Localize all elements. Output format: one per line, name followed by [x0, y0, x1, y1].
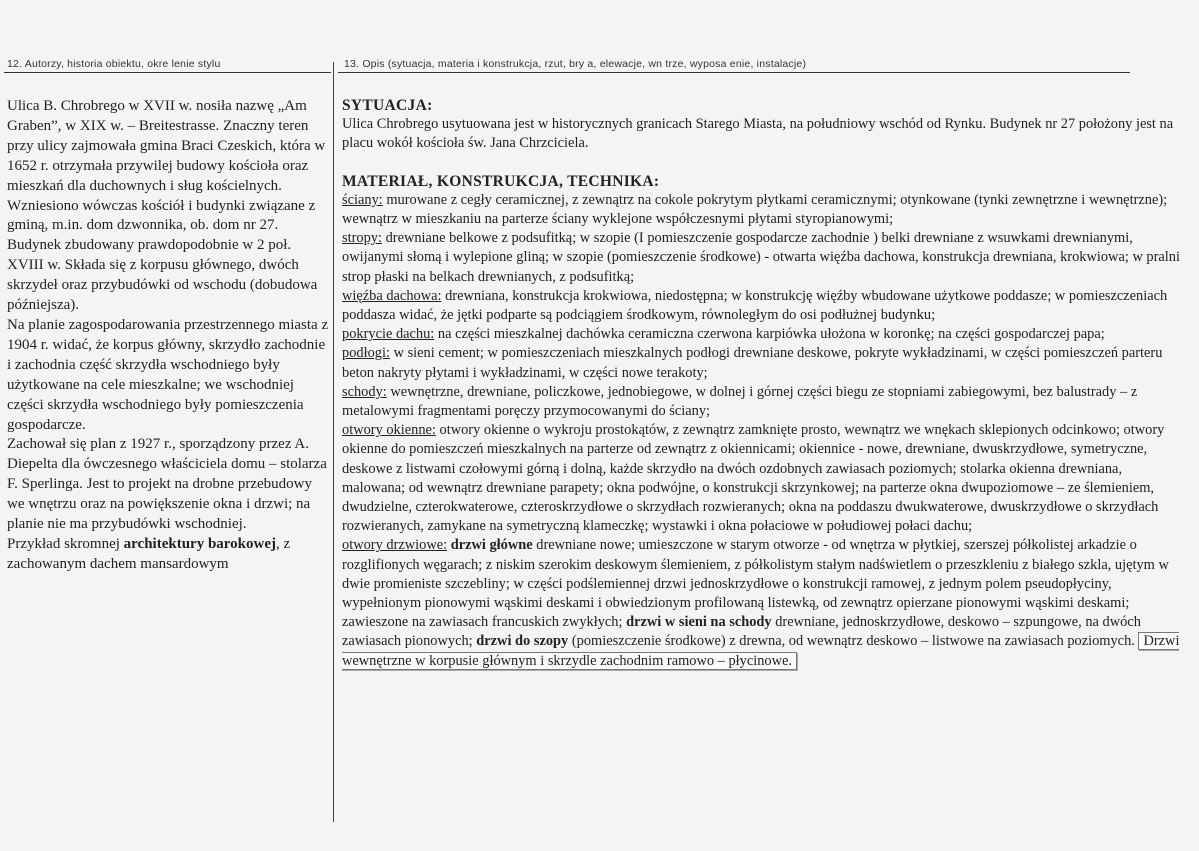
schody-entry	[342, 383, 1180, 421]
history-paragraph-1: Ulica B. Chrobrego w XVII w. nosiła nazwę „Am Graben”, w XIX w. – Breitestrasse. Znaczny teren przy ulicy zajmowała gmina Braci Czeskich, która w 1652 r. otrzymała przywilej budowy kościoła oraz mieszkań dla duchownych i sług kościelnych. Wzniesiono wówczas kościół i budynki związane z gminą, m.in. dom dzwonnika, ob. dom nr 27.	[7, 98, 326, 234]
drzwi-label: otwory drzwiowe:	[342, 537, 448, 554]
podlogi-entry	[342, 344, 1180, 382]
pokrycie-text: na części mieszkalnej dachówka ceramiczna czerwona karpiówka ułożona w koronkę; na części gospodarczej papa;	[434, 326, 1105, 343]
drzwi-bold-3: drzwi do szopy	[476, 633, 569, 650]
stropy-entry	[342, 229, 1180, 287]
sciany-entry	[342, 191, 1180, 229]
sytuacja-heading: SYTUACJA:	[342, 97, 433, 114]
wiezba-entry	[342, 287, 1180, 325]
history-paragraph-2: Budynek zbudowany prawdopodobnie w 2 poł. XVIII w. Składa się z korpusu głównego, dwóch skrzydeł oraz przybudówki od wschodu (dobudowa późniejsza).	[7, 237, 318, 314]
stropy-text: drewniane belkowe z podsufitką; w szopie (I pomieszczenie gospodarcze zachodnie ) belki drewniane z wsuwkami drewnianymi, owijanymi słomą i wylepione gliną; w szopie (pomieszczenie środkowe) - otwarta więźba dachowa, konstrukcja drewniana, krokwiowa; w pralni strop płaski na belkach drewnianych, z podsufitką;	[342, 230, 1180, 285]
pokrycie-label: pokrycie dachu:	[342, 326, 435, 343]
history-paragraph-4: Zachował się plan z 1927 r., sporządzony przez A. Diepelta dla ówczesnego właściciela domu – stolarza F. Sperlinga. Jest to projekt na drobne przebudowy we wnętrzu oraz na powiększenie okna i drzwi; na planie nie ma przybudówki wschodniej.	[7, 436, 327, 533]
header-underline-right	[338, 72, 1130, 73]
drzwi-bold-2: drzwi w sieni na schody	[626, 614, 772, 631]
style-bold: architektury barokowej	[123, 535, 277, 552]
history-column	[7, 97, 329, 575]
podlogi-text: w sieni cement; w pomieszczeniach mieszkalnych podłogi drewniane deskowe, pokryte wykładzinami, w części pomieszczeń parteru beton nakryty płytami i wykładzinami, w części nowe terakoty;	[342, 345, 1163, 381]
stropy-label: stropy:	[342, 230, 382, 247]
sytuacja-text: Ulica Chrobrego usytuowana jest w historycznych granicach Starego Miasta, na południowy wschód od Rynku. Budynek nr 27 położony jest na placu wokół kościoła św. Jana Chrzciciela.	[342, 116, 1174, 152]
sciany-text: murowane z cegły ceramicznej, z zewnątrz na cokole pokrytym płytkami ceramicznymi; otynkowane (tynki zewnętrzne i wewnętrzne); wewnątrz w mieszkaniu na parterze ściany wyklejone współczesnymi płytami styropianowymi;	[342, 191, 1168, 228]
style-post: , z zachowanym dachem mansardowym	[7, 535, 291, 572]
header-left-label: 12. Autorzy, historia obiektu, okre lenie stylu	[7, 58, 221, 70]
okna-entry	[342, 421, 1180, 536]
description-column	[342, 96, 1180, 671]
pasted-note-box: Drzwi wewnętrzne w korpusie głównym i skrzydle zachodnim ramowo – płycinowe.	[342, 633, 1180, 669]
style-pre: Przykład skromnej	[7, 535, 124, 552]
podlogi-label: podłogi:	[342, 345, 390, 362]
sciany-label: ściany:	[342, 191, 383, 208]
schody-label: schody:	[342, 383, 387, 400]
drzwi-text-2: drewniane, jednoskrzydłowe, deskowo – szpungowe, na dwóch zawiasach pionowych;	[342, 614, 1141, 650]
okna-text: otwory okienne o wykroju prostokątów, z zewnątrz zamknięte prosto, wewnątrz we wnękach sklepionych odcinkowo; otwory okienne do pomieszczeń mieszkalnych na parterze od zewnątrz z okiennicami; okiennice - nowe, drewniane, dwuskrzydłowe, symetryczne, deskowe z listwami czołowymi górną i dolną, każde skrzydło na dwóch ozdobnych zawiasach poziomych; stolarka okienna drewniana, malowana; od wewnątrz drewniane parapety; okna podwójne, o konstrukcji skrzynkowej; na parterze okna dwupoziomowe – ze ślemieniem, dwudzielne, czterokwaterowe, czteroskrzydłowe o skrzydłach rozwieranych; okna na poddaszu dwukwaterowe, dwuskrzydłowe o skrzydłach rozwieranych, zamykane na symetryczną klameczkę; wystawki i okna połaciowe w połudiowej połaci dachu;	[342, 422, 1165, 535]
drzwi-entry	[342, 536, 1180, 670]
okna-label: otwory okienne:	[342, 422, 436, 439]
wiezba-label: więźba dachowa:	[342, 287, 442, 304]
history-paragraph-3: Na planie zagospodarowania przestrzennego miasta z 1904 r. widać, że korpus główny, skrzydło zachodnie i zachodnia część skrzydła wschodniego były użytkowane na cele mieszkalne; we wschodniej części skrzydła wschodniego były pomieszczenia gospodarcze.	[7, 316, 329, 433]
header-right-label: 13. Opis (sytuacja, materia i konstrukcja, rzut, bry a, elewacje, wn trze, wyposa enie, instalacje)	[344, 58, 807, 70]
wiezba-text: drewniana, konstrukcja krokwiowa, niedostępna; w konstrukcję więźby wbudowane użytkowe poddasze; w pomieszczeniach poddasza widać, że jętki podparte są podciągiem środkowym, równoległym do osi podłużnej budynku;	[342, 287, 1168, 324]
drzwi-bold-1: drzwi główne	[447, 537, 533, 554]
column-divider	[333, 62, 334, 822]
history-paragraph-5	[7, 535, 329, 575]
drzwi-text-3: (pomieszczenie środkowe) z drewna, od wewnątrz deskowo – listwowe na zawiasach poziomych.	[568, 633, 1135, 650]
material-heading: MATERIAŁ, KONSTRUKCJA, TECHNIKA:	[342, 172, 660, 190]
pokrycie-entry	[342, 325, 1180, 344]
drzwi-text-1: drewniane nowe; umieszczone w starym otworze - od wnętrza w płytkiej, szerszej półkolistej arkadzie o rozglifionych węgarach; z niskim szerokim deskowym ślemieniem, z półkolistym stałym nadświetlem o przeszkleniu z białego szkla, ujętym w dwie promieniste szczebliny; w części podślemiennej drzwi jednoskrzydłowe o konstrukcji ramowej, z jednym polem pseudopłyciny, wypełnionym pionowymi wąskimi deskami i obwiedzionym profilowaną listewką, od zewnątrz opierzane pionowymi wąskimi deskami; zawieszone na zawiasach francuskich zwykłych;	[342, 537, 1169, 631]
schody-text: wewnętrzne, drewniane, policzkowe, jednobiegowe, w dolnej i górnej części biegu ze stopniami zabiegowymi, bez balustrady – z metalowymi fragmentami poręczy przymocowanymi do ściany;	[342, 383, 1138, 420]
header-underline-left	[4, 72, 331, 73]
